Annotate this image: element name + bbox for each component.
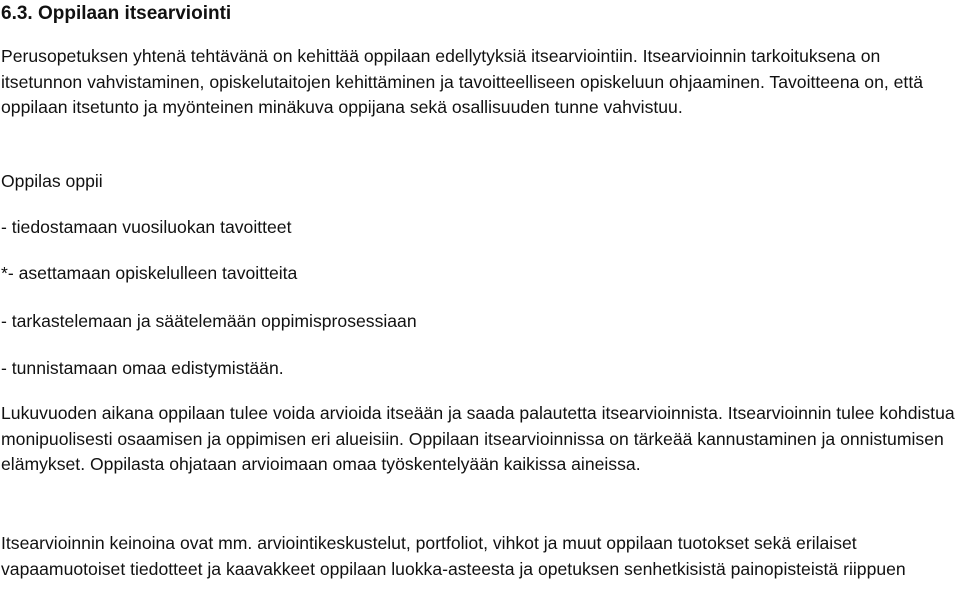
intro-paragraph: Perusopetuksen yhtenä tehtävänä on kehittää oppilaan edellytyksiä itsearviointiin. Itsearvioinnin tarkoituksena on itsetunnon vahvistaminen, opiskelutaitojen kehittäminen ja tavoitteelliseen opiskeluun ohjaaminen. Tavoitteena on, että oppilaan itsetunto ja myönteinen minäkuva oppijana sekä osallisuuden tunne vahvistuu. (1, 46, 923, 117)
methods-paragraph: Itsearvioinnin keinoina ovat mm. arviointikeskustelut, portfoliot, vihkot ja muut oppilaan tuotokset sekä erilaiset vapaamuotoiset tiedotteet ja kaavakkeet oppilaan luokka-asteesta ja opetuksen senhetkisistä painopisteistä riippuen (1, 533, 906, 579)
list-intro: Oppilas oppii (1, 171, 103, 191)
list-item: *- asettamaan opiskelulleen tavoitteita (1, 263, 298, 283)
list-item: - tiedostamaan vuosiluokan tavoitteet (1, 217, 292, 237)
list-item: - tunnistamaan omaa edistymistään. (1, 358, 284, 378)
list-item: - tarkastelemaan ja säätelemään oppimisprosessiaan (1, 311, 417, 331)
feedback-paragraph: Lukuvuoden aikana oppilaan tulee voida arvioida itseään ja saada palautetta itsearvioinnista. Itsearvioinnin tulee kohdistua monipuolisesti osaamisen ja oppimisen eri alueisiin. Oppilaan itsearvioinnissa on tärkeää kannustaminen ja onnistumisen elämykset. Oppilasta ohjataan arvioimaan omaa työskentelyään kaikissa aineissa. (1, 403, 955, 474)
section-heading: 6.3. Oppilaan itsearviointi (1, 3, 232, 24)
